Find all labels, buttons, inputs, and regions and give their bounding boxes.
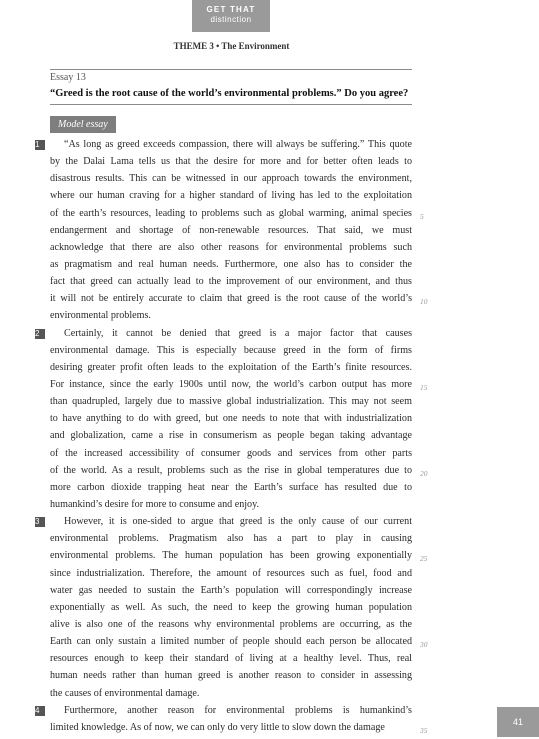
text-line-content: limited knowledge. As of now, we can only do very little to slow down the damage	[50, 721, 385, 733]
text-line-content: endangerment and shortage of non-renewable resources. That said, we must	[50, 224, 412, 236]
text-line-content: environmental problems. The human population has been growing exponentially	[50, 550, 412, 562]
text-line-content: it will not be entirely accurate to claim that greed is the root cause of the world’s	[50, 293, 412, 305]
text-line	[35, 702, 412, 719]
text-line	[50, 307, 412, 324]
series-tab-line1: GET THAT	[206, 5, 256, 14]
text-line	[50, 187, 412, 204]
text-line-content: environmental damage. This is especially because greed in the form of firms	[50, 344, 412, 356]
text-line	[50, 565, 412, 582]
text-line	[50, 410, 412, 427]
text-line-content: alive is also one of the reasons why environmental problems are occurring, as the	[50, 618, 412, 630]
text-line	[35, 325, 412, 342]
text-line-content: environmental problems. Pragmatism also has a part to play in causing	[50, 533, 412, 545]
text-line-content: exponentially as well. As such, the need to keep the growing human population	[50, 601, 412, 613]
text-line	[50, 359, 412, 376]
essay-body	[35, 136, 428, 736]
paragraph-number: 4	[35, 706, 45, 716]
essay-question: “Greed is the root cause of the world’s environmental problems.” Do you agree?	[50, 88, 409, 99]
text-line	[50, 685, 412, 702]
line-number: 10	[420, 297, 428, 307]
line-number: 30	[420, 640, 428, 650]
text-line-content: more carbon dioxide trapping heat near the Earth’s surface has resulted due to	[50, 481, 412, 493]
text-line	[50, 462, 428, 479]
text-line-content: disastrous results. This can be witnessed in our approach towards the environment,	[50, 173, 412, 185]
text-line	[50, 616, 412, 633]
text-line	[50, 599, 412, 616]
text-line	[50, 667, 412, 684]
text-line-content: Furthermore, another reason for environmental problems is humankind’s	[64, 704, 412, 716]
text-line-content: “As long as greed exceeds compassion, there will always be suffering.” This quote	[64, 139, 412, 150]
paragraph-number: 3	[35, 517, 45, 527]
text-line	[50, 290, 428, 307]
text-line-content: resources enough to keep their standard of living at a healthy level. Thus, real	[50, 653, 412, 665]
text-line	[50, 376, 428, 393]
paragraph-number: 1	[35, 140, 45, 150]
text-line	[50, 633, 428, 650]
text-line	[50, 170, 412, 187]
text-line-content: than quadrupled, largely due to massive global industrialization. This may not seem	[50, 396, 412, 408]
text-line	[50, 205, 424, 222]
model-essay-badge: Model essay	[50, 116, 116, 133]
text-line-content: as pragmatism and real human needs. Furthermore, one also has to consider the	[50, 258, 412, 270]
text-line	[50, 582, 412, 599]
text-line	[50, 719, 428, 736]
text-line	[50, 273, 412, 290]
text-line-content: by the Dalai Lama tells us that the desire for more and for better often leads to	[50, 156, 412, 168]
text-line-content: the causes of environmental damage.	[50, 687, 200, 699]
line-number: 25	[420, 554, 428, 564]
text-line	[50, 496, 412, 513]
text-line	[50, 342, 412, 359]
text-line	[50, 530, 412, 547]
text-line-content: to have anything to do with greed, but one needs to note that with industrialization	[50, 413, 412, 425]
text-line	[50, 547, 428, 564]
text-line-content: since industrialization. Therefore, the amount of resources such as fuel, food and	[50, 567, 412, 579]
text-line-content: humankind’s desire for more to consume and enjoy.	[50, 498, 260, 510]
text-line	[50, 153, 412, 170]
page-number: 41	[497, 707, 539, 737]
text-line	[50, 222, 412, 239]
text-line-content: of the world. As a result, problems such as the rise in global temperatures due to	[50, 464, 412, 476]
series-tab-line2: distinction	[210, 15, 252, 24]
text-line-content: of the increased accessibility of consumer goods and services from other parts	[50, 447, 412, 459]
text-line-content: where our human craving for a higher standard of living has led to the exploitation	[50, 190, 412, 202]
text-line	[50, 445, 412, 462]
text-line	[35, 513, 412, 530]
top-rule	[50, 69, 412, 70]
text-line-content: Earth can only sustain a limited number of people should each person be allocated	[50, 636, 412, 648]
text-line-content: For instance, since the early 1900s until now, the world’s carbon output has more	[50, 378, 412, 390]
text-line-content: environmental problems.	[50, 310, 151, 322]
text-line-content: acknowledge that there are also other reasons for environmental problems such	[50, 241, 412, 253]
series-tab	[192, 0, 270, 32]
text-line-content: and globalization, came a rise in consumerism as people began taking advantage	[50, 430, 412, 442]
text-line	[50, 479, 412, 496]
theme-heading: THEME 3 • The Environment	[173, 41, 290, 51]
text-line	[35, 136, 412, 153]
text-line-content: desiring greater profit often leads to the exploitation of the Earth’s finite resources.	[50, 361, 412, 373]
text-line-content: water gas needed to sustain the Earth’s population will correspondingly increase	[50, 584, 412, 596]
line-number: 35	[420, 725, 428, 735]
paragraph-number: 2	[35, 329, 45, 339]
line-number: 5	[420, 211, 424, 221]
text-line-content: human needs rather than human greed is another reason to consider in assessing	[50, 670, 412, 682]
essay-number: Essay 13	[50, 72, 86, 83]
line-number: 15	[420, 382, 428, 392]
text-line	[50, 256, 412, 273]
line-number: 20	[420, 468, 428, 478]
text-line-content: However, it is one-sided to argue that greed is the only cause of our current	[64, 516, 412, 528]
question-rule	[50, 104, 412, 105]
text-line-content: Certainly, it cannot be denied that greed is a major factor that causes	[64, 327, 412, 339]
text-line-content: fact that greed can actually lead to the improvement of our environment, and thus	[50, 276, 412, 288]
text-line	[50, 239, 412, 256]
text-line	[50, 393, 412, 410]
text-line-content: of the earth’s resources, leading to problems such as global warming, animal species	[50, 207, 412, 219]
text-line	[50, 427, 412, 444]
text-line	[50, 650, 412, 667]
